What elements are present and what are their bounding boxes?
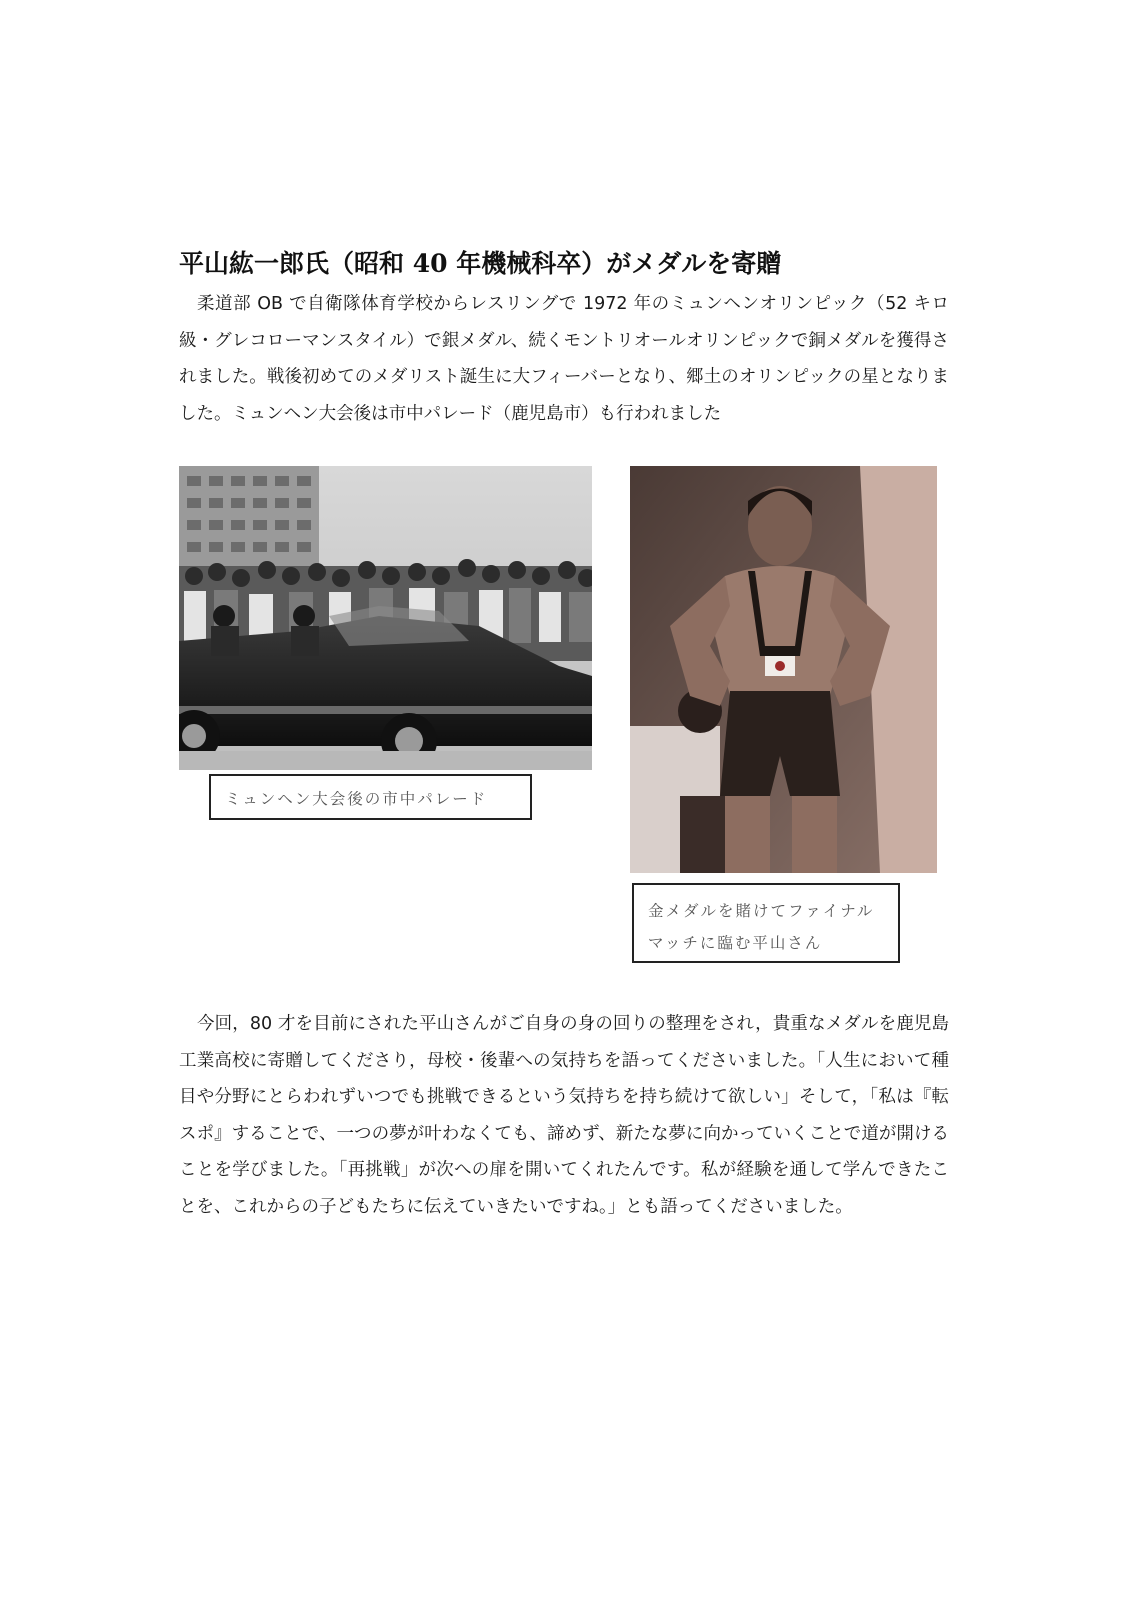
article-title: 平山紘一郎氏（昭和 40 年機械科卒）がメダルを寄贈	[179, 248, 782, 278]
wrestler-caption: 金メダルを賭けてファイナルマッチに臨む平山さん	[632, 883, 900, 963]
parade-caption: ミュンヘン大会後の市中パレード	[209, 774, 532, 820]
intro-paragraph: 柔道部 OB で自衛隊体育学校からレスリングで 1972 年のミュンヘンオリンピック（52 キロ級・グレコローマンスタイル）で銀メダル、続くモントリオールオリンピックで銅メダルを獲得されました。戦後初めてのメダリスト誕生に大フィーバーとなり、郷土のオリンピックの星となりました。ミュンヘン大会後は市中パレード（鹿児島市）も行われました	[179, 294, 949, 424]
parade-photo	[179, 466, 592, 770]
donation-paragraph: 今回，80 才を目前にされた平山さんがご自身の身の回りの整理をされ，貴重なメダルを鹿児島工業高校に寄贈してくださり，母校・後輩への気持ちを語ってくださいました。「人生において種目や分野にとらわれずいつでも挑戦できるという気持ちを持ち続けて欲しい」そして，「私は『転スポ』することで、一つの夢が叶わなくても、諦めず、新たな夢に向かっていくことで道が開けることを学びました。「再挑戦」が次への扉を開いてくれたんです。私が経験を通して学んできたことを、これからの子どもたちに伝えていきたいですね。」とも語ってくださいました。	[179, 1014, 949, 1217]
wrestler-photo	[630, 466, 937, 873]
